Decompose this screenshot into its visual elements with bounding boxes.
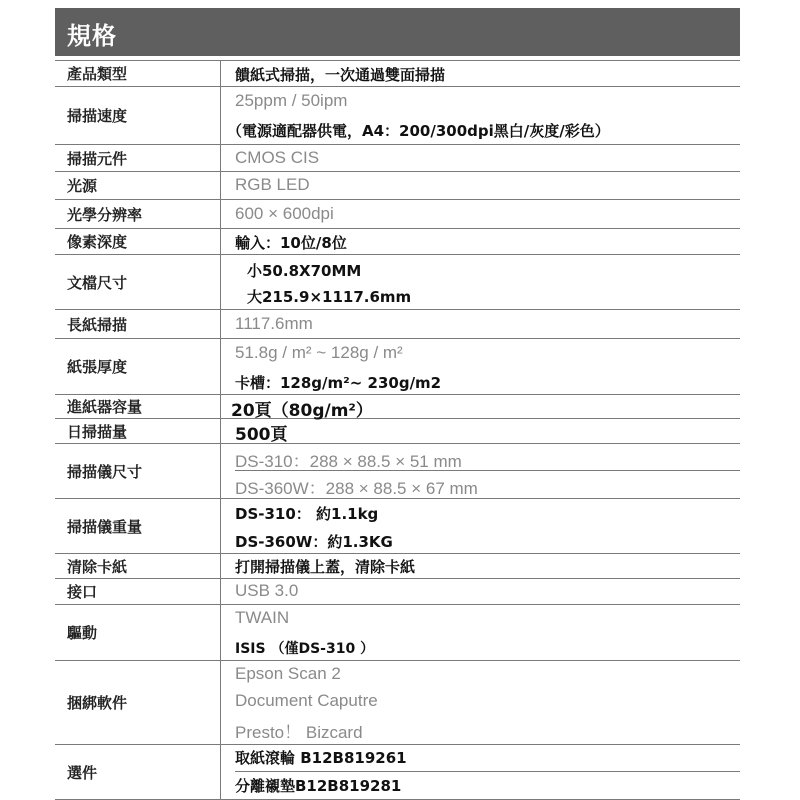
row-value: DS-360W：288 × 88.5 × 67 mm xyxy=(235,479,478,498)
spec-title: 規格 xyxy=(67,22,117,50)
row-label: 掃描速度 xyxy=(55,87,221,144)
spec-header xyxy=(55,8,740,56)
spec-row-scanner-weight xyxy=(55,499,740,554)
row-value: 600 × 600dpi xyxy=(235,204,334,223)
spec-row-long-paper xyxy=(55,310,740,339)
row-label: 選件 xyxy=(55,745,221,799)
row-label: 進紙器容量 xyxy=(55,395,221,418)
row-label: 紙張厚度 xyxy=(55,339,221,394)
spec-row-document-size xyxy=(55,255,740,310)
row-value: TWAIN xyxy=(235,608,290,627)
row-label: 清除卡紙 xyxy=(55,554,221,578)
spec-row-product-type xyxy=(55,60,740,87)
row-value: 51.8g / m² ~ 128g / m² xyxy=(235,343,403,362)
spec-row-bundled-software xyxy=(55,661,740,745)
spec-row-clear-jam xyxy=(55,554,740,579)
row-value: 饋紙式掃描，一次通過雙面掃描 xyxy=(235,66,446,84)
row-value: USB 3.0 xyxy=(235,581,299,600)
spec-row-daily-volume xyxy=(55,419,740,444)
spec-row-light-source xyxy=(55,172,740,200)
row-label: 驅動 xyxy=(55,605,221,660)
row-value: 1117.6mm xyxy=(235,314,313,333)
row-value: 25ppm / 50ipm xyxy=(235,91,348,110)
row-value: 打開掃描儀上蓋，清除卡紙 xyxy=(235,558,416,576)
row-value: Document Caputre xyxy=(235,691,378,710)
spec-row-driver xyxy=(55,605,740,661)
row-value: 20頁（80g/m²） xyxy=(231,401,373,421)
spec-row-scan-speed xyxy=(55,87,740,145)
spec-row-interface xyxy=(55,579,740,605)
spec-row-feeder-capacity xyxy=(55,395,740,419)
row-value: RGB LED xyxy=(235,175,310,194)
row-label: 文檔尺寸 xyxy=(55,255,221,309)
spec-row-options xyxy=(55,745,740,800)
row-value: CMOS CIS xyxy=(235,148,320,167)
row-label: 接口 xyxy=(55,579,221,604)
row-value: DS-310：288 × 88.5 × 51 mm xyxy=(235,447,740,471)
row-label: 產品類型 xyxy=(55,61,221,86)
row-value: 500頁 xyxy=(235,425,288,445)
spec-table xyxy=(55,60,740,800)
row-label: 像素深度 xyxy=(55,229,221,254)
spec-row-scanner-dimensions xyxy=(55,444,740,499)
row-value: 取紙滾輪 B12B819261 xyxy=(235,747,740,772)
row-value: ISIS （僅DS-310 ） xyxy=(235,641,375,657)
spec-row-optical-resolution xyxy=(55,200,740,229)
row-label: 光源 xyxy=(55,172,221,199)
row-label: 日掃描量 xyxy=(55,419,221,443)
row-label: 掃描元件 xyxy=(55,145,221,171)
row-label: 捆綁軟件 xyxy=(55,661,221,744)
row-value: 輸入：10位/8位 xyxy=(235,234,347,252)
spec-row-scan-element xyxy=(55,145,740,172)
row-value: Presto！ Bizcard xyxy=(235,723,363,742)
row-value: 分離襯墊B12B819281 xyxy=(235,777,402,795)
row-value: 大215.9×1117.6mm xyxy=(247,288,412,306)
spec-row-pixel-depth xyxy=(55,229,740,255)
row-value: （電源適配器供電，A4：200/300dpi黑白/灰度/彩色） xyxy=(227,122,610,140)
row-label: 長紙掃描 xyxy=(55,310,221,338)
row-value: Epson Scan 2 xyxy=(235,664,341,683)
spec-row-paper-thickness xyxy=(55,339,740,395)
row-value: DS-310： 約1.1kg xyxy=(235,505,379,523)
row-value: DS-360W：約1.3KG xyxy=(235,533,393,551)
row-label: 掃描儀重量 xyxy=(55,499,221,553)
row-label: 掃描儀尺寸 xyxy=(55,444,221,498)
row-label: 光學分辨率 xyxy=(55,200,221,228)
row-value: 卡槽：128g/m²~ 230g/m2 xyxy=(235,374,442,392)
row-value: 小50.8X70MM xyxy=(247,262,362,280)
